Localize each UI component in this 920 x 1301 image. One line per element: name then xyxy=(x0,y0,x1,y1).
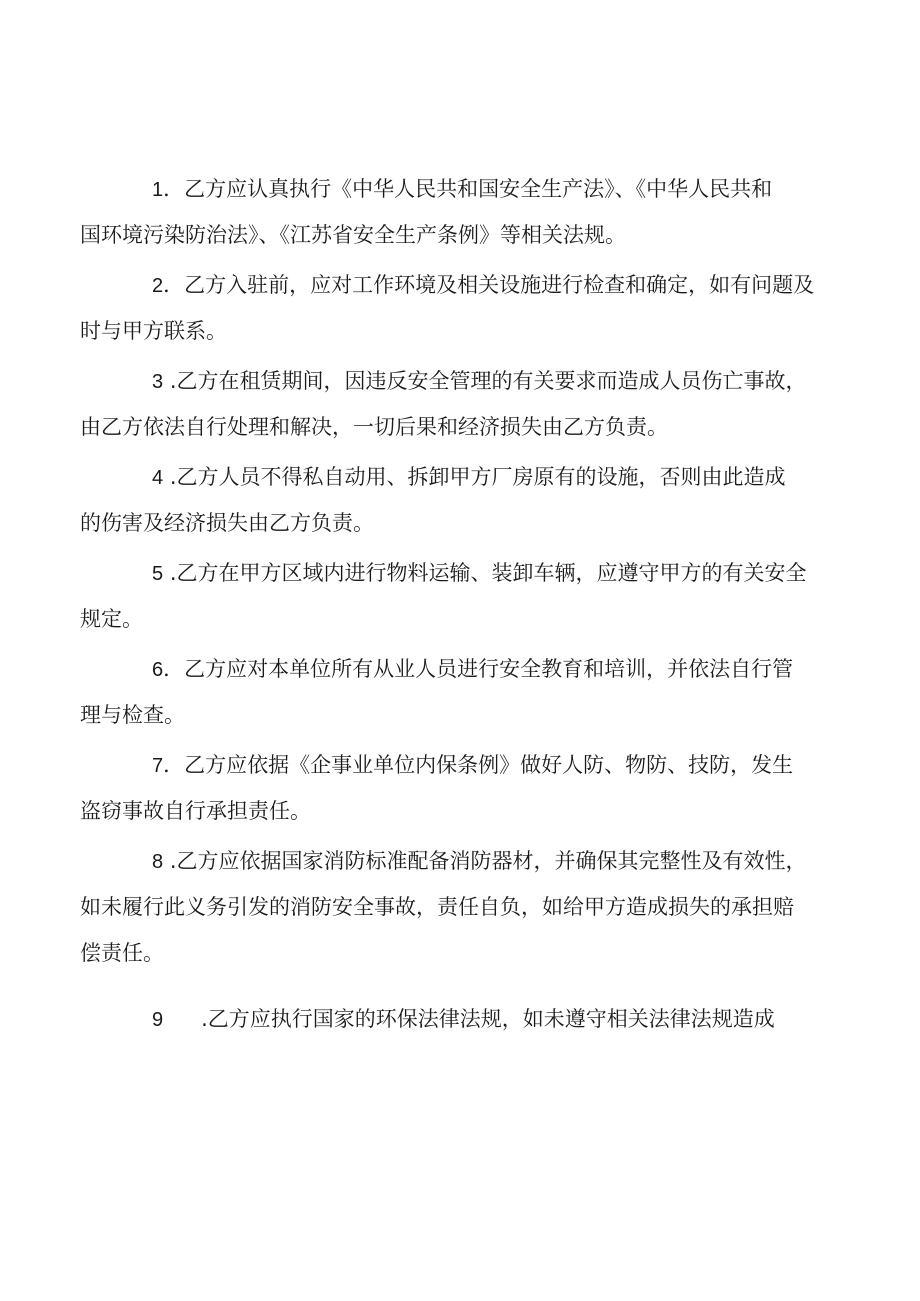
clause-line: 的伤害及经济损失由乙方负责。 xyxy=(80,511,374,535)
clause-line xyxy=(80,838,840,884)
clause-line xyxy=(80,996,840,1042)
clause-3 xyxy=(80,358,840,450)
clause-text: ．乙方应对本单位所有从业人员进行安全教育和培训，并依法自行管 xyxy=(163,657,794,681)
clause-line xyxy=(80,166,840,212)
clause-line xyxy=(80,262,840,308)
clause-line: 国环境污染防治法》、《江苏省安全生产条例》等相关法规。 xyxy=(80,223,626,247)
clause-7 xyxy=(80,742,840,834)
clause-text: ．乙方应认真执行《中华人民共和国安全生产法》、《中华人民共和 xyxy=(163,177,773,201)
clause-line xyxy=(80,358,840,404)
clause-line: 盗窃事故自行承担责任。 xyxy=(80,799,311,823)
clause-line xyxy=(80,646,840,692)
clause-8 xyxy=(80,838,840,976)
clause-9 xyxy=(80,996,840,1042)
clause-text: ．乙方入驻前，应对工作环境及相关设施进行检查和确定，如有问题及 xyxy=(163,273,815,297)
clause-number: 4 xyxy=(152,467,164,489)
clause-2 xyxy=(80,262,840,354)
clause-4 xyxy=(80,454,840,546)
clause-text: .乙方在租赁期间，因违反安全管理的有关要求而造成人员伤亡事故， xyxy=(169,369,807,393)
clause-number: 3 xyxy=(152,371,164,393)
clause-line: 时与甲方联系。 xyxy=(80,319,227,343)
clause-6 xyxy=(80,646,840,738)
clause-text: ．乙方应依据《企事业单位内保条例》做好人防、物防、技防，发生 xyxy=(163,753,794,777)
clause-5 xyxy=(80,550,840,642)
clause-text: .乙方应执行国家的环保法律法规，如未遵守相关法律法规造成 xyxy=(201,1007,775,1031)
clause-number: 7 xyxy=(152,755,164,777)
clause-number: 5 xyxy=(152,563,164,585)
clause-number: 1 xyxy=(152,179,164,201)
clause-line: 由乙方依法自行处理和解决，一切后果和经济损失由乙方负责。 xyxy=(80,415,668,439)
clause-number: 9 xyxy=(152,1009,164,1031)
clause-text: .乙方在甲方区域内进行物料运输、装卸车辆，应遵守甲方的有关安全 xyxy=(169,561,807,585)
clause-line xyxy=(80,742,840,788)
clause-line: 规定。 xyxy=(80,607,143,631)
clause-line: 偿责任。 xyxy=(80,941,164,965)
clause-text: .乙方人员不得私自动用、拆卸甲方厂房原有的设施，否则由此造成 xyxy=(169,465,786,489)
clause-number: 6 xyxy=(152,659,164,681)
clause-line: 如未履行此义务引发的消防安全事故，责任自负，如给甲方造成损失的承担赔 xyxy=(80,895,794,919)
clause-line: 理与检查。 xyxy=(80,703,185,727)
clause-1 xyxy=(80,166,840,258)
clause-text: .乙方应依据国家消防标准配备消防器材，并确保其完整性及有效性， xyxy=(169,849,807,873)
clause-number: 2 xyxy=(152,275,164,297)
clause-number: 8 xyxy=(152,851,164,873)
clause-line xyxy=(80,550,840,596)
clause-line xyxy=(80,454,840,500)
